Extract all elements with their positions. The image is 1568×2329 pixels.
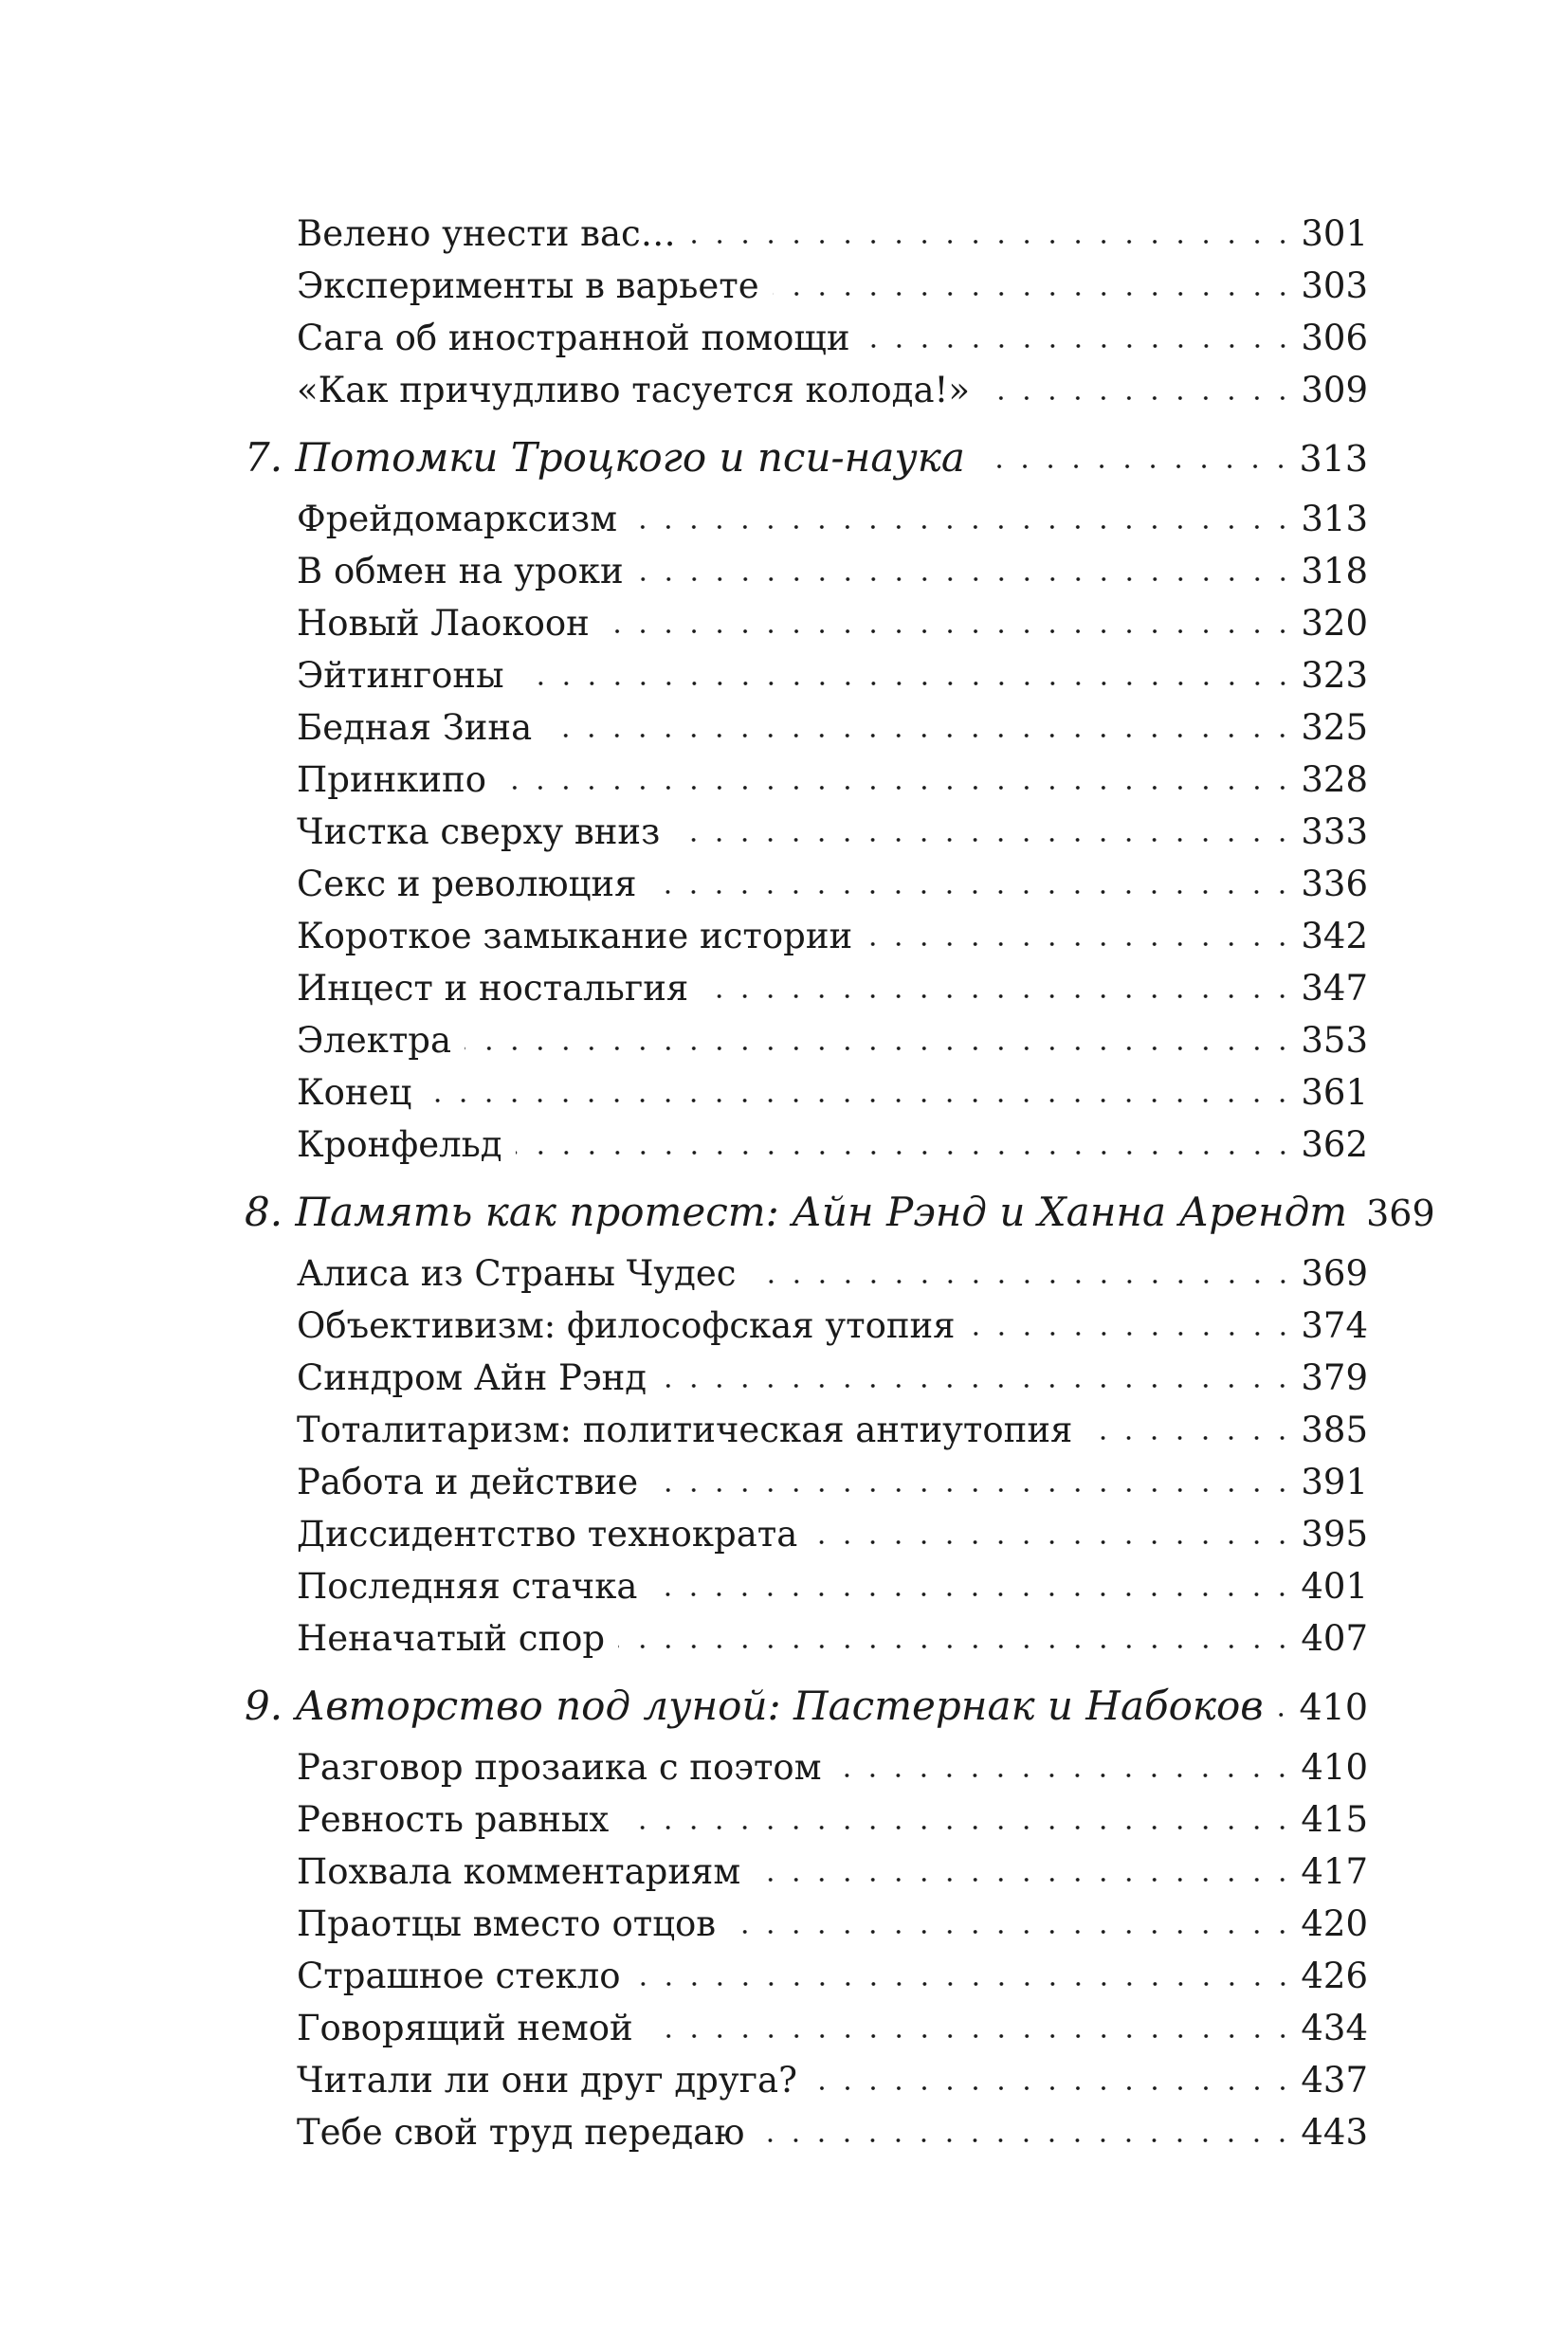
toc-entry-title: Похвала комментариям [297,1851,741,1892]
dot-leader [518,652,1296,687]
toc-chapter-7 [245,431,1368,481]
toc-entry-title: Эксперименты в варьете [297,265,759,306]
dot-leader [754,1848,1295,1883]
toc-entry [297,548,1368,591]
dot-leader [603,600,1296,635]
toc-entry-page: 303 [1301,265,1368,306]
dot-leader [702,965,1295,1000]
dot-leader [773,263,1296,298]
toc-entry-page: 336 [1301,864,1368,904]
dot-leader [1277,1680,1294,1719]
toc-entry-page: 426 [1301,1956,1368,1996]
toc-entry [297,1250,1368,1294]
toc-entry [297,2109,1368,2153]
chapter-title: 9. Авторство под луной: Пастернак и Набоков [245,1683,1264,1729]
toc-entry-page: 362 [1301,1124,1368,1165]
dot-leader [622,1796,1295,1831]
toc-entry [297,809,1368,852]
toc-entry-title: Страшное стекло [297,1956,621,1996]
toc-entry-title: Диссидентство технократа [297,1514,798,1555]
toc-entry [297,861,1368,904]
toc-entry-title: Эйтингоны [297,655,504,696]
dot-leader [630,496,1295,531]
toc-entry [297,1017,1368,1061]
toc-entry-page: 342 [1301,916,1368,956]
toc-entry-title: Фрейдомарксизм [297,499,618,539]
dot-leader [983,367,1295,402]
dot-leader [660,1355,1295,1390]
toc-entry-page: 410 [1301,1747,1368,1788]
toc-entry [297,1901,1368,1944]
toc-entry-title: Велено унести вас… [297,213,676,254]
toc-entry [297,704,1368,748]
toc-entry [297,1744,1368,1788]
toc-entry-page: 325 [1301,707,1368,748]
dot-leader [689,210,1296,246]
toc-entry [297,1953,1368,1996]
toc-entry-page: 385 [1301,1410,1368,1450]
toc-entry-page: 313 [1301,499,1368,539]
toc-entry-title: Последняя стачка [297,1566,638,1607]
dot-leader [673,809,1295,844]
toc-entry-page: 395 [1301,1514,1368,1555]
toc-entry-title: Ревность равных [297,1799,610,1840]
toc-entry [297,600,1368,644]
toc-entry-title: Инцест и ностальгия [297,968,689,1009]
toc-entry-title: Синдром Айн Рэнд [297,1357,647,1398]
dot-leader [1085,1407,1295,1442]
toc-entry-page: 401 [1301,1566,1368,1607]
toc-entry [297,2005,1368,2048]
toc-entry [297,1121,1368,1165]
toc-entry-page: 420 [1301,1903,1368,1944]
toc-entry-title: Тебе свой труд передаю [297,2112,745,2153]
toc-entry-page: 369 [1301,1253,1368,1294]
toc-entry-title: Работа и действие [297,1462,639,1502]
dot-leader [637,548,1296,583]
toc-entry [297,496,1368,539]
toc-entry-page: 443 [1301,2112,1368,2153]
toc-entry-title: Чистка сверху вниз [297,811,661,852]
toc-entry-title: Алиса из Страны Чудес [297,1253,737,1294]
toc-chapter-9 [245,1680,1368,1729]
dot-leader [465,1017,1295,1052]
toc-entry-page: 434 [1301,2008,1368,2048]
chapter-page: 369 [1366,1192,1435,1234]
toc-entry [297,1355,1368,1398]
toc-entry-page: 361 [1301,1072,1368,1113]
toc-entry-page: 379 [1301,1357,1368,1398]
toc-entry-title: Разговор прозаика с поэтом [297,1747,822,1788]
toc-entry-title: Короткое замыкание истории [297,916,853,956]
dot-leader [811,1511,1295,1546]
dot-leader [516,1121,1296,1156]
toc-entry-page: 318 [1301,551,1368,591]
toc-entry-page: 437 [1301,2060,1368,2101]
dot-leader [969,1302,1296,1337]
dot-leader [864,315,1296,350]
dot-leader [811,2057,1295,2092]
toc-entry [297,1796,1368,1840]
toc-entry-page: 374 [1301,1305,1368,1346]
toc-entry-title: В обмен на уроки [297,551,624,591]
toc-entry-title: Объективизм: философская утопия [297,1305,956,1346]
toc-entry [297,913,1368,956]
dot-leader [618,1615,1295,1650]
dot-leader [651,1459,1295,1494]
toc-entry [297,965,1368,1009]
toc-entry-title: Говорящий немой [297,2008,633,2048]
toc-entry-title: Читали ли они друг друга? [297,2060,797,2101]
toc-entry [297,1511,1368,1555]
dot-leader [545,704,1295,739]
toc-entry-title: Новый Лаокоон [297,603,590,644]
dot-leader [634,1953,1296,1988]
toc-entry [297,1069,1368,1113]
toc-entry-page: 320 [1301,603,1368,644]
toc-entry-title: «Как причудливо тасуется колода!» [297,370,971,410]
toc-entry-title: Неначатый спор [297,1618,606,1659]
toc-entry-page: 347 [1301,968,1368,1009]
toc-entry [297,367,1368,410]
toc-entry [297,1848,1368,1892]
dot-leader [757,2109,1295,2144]
toc-entry-page: 417 [1301,1851,1368,1892]
toc-entry [297,756,1368,800]
toc-entry [297,2057,1368,2101]
toc-entry-page: 353 [1301,1020,1368,1061]
toc-entry-page: 328 [1301,759,1368,800]
toc-entry-title: Кронфельд [297,1124,502,1165]
chapter-page: 313 [1299,438,1368,480]
toc-entry [297,263,1368,306]
toc-entry-page: 333 [1301,811,1368,852]
toc-entry-title: Электра [297,1020,452,1061]
toc-entry [297,210,1368,254]
toc-entry-page: 391 [1301,1462,1368,1502]
toc-entry-title: Конец [297,1072,412,1113]
dot-leader [750,1250,1296,1285]
dot-leader [978,431,1294,471]
toc-entry [297,1459,1368,1502]
toc-entry-page: 407 [1301,1618,1368,1659]
toc-entry-page: 301 [1301,213,1368,254]
dot-leader [647,2005,1296,2040]
toc-entry-page: 309 [1301,370,1368,410]
dot-leader [650,1563,1295,1598]
dot-leader [729,1901,1295,1936]
toc-entry-title: Секс и революция [297,864,637,904]
dot-leader [834,1744,1295,1779]
toc-entry-title: Бедная Зина [297,707,533,748]
dot-leader [425,1069,1295,1104]
toc-entry-title: Тоталитаризм: политическая антиутопия [297,1410,1073,1450]
toc-entry-title: Принкипо [297,759,486,800]
toc-entry [297,1407,1368,1450]
chapter-title: 8. Память как протест: Айн Рэнд и Ханна Арендт [245,1189,1348,1235]
dot-leader [649,861,1295,896]
toc-entry [297,1615,1368,1659]
dot-leader [500,756,1295,791]
dot-leader [866,913,1295,948]
toc-entry-page: 323 [1301,655,1368,696]
toc-entry-page: 415 [1301,1799,1368,1840]
chapter-page: 410 [1299,1686,1368,1728]
toc-entry-title: Праотцы вместо отцов [297,1903,717,1944]
toc-entry [297,315,1368,358]
toc-entry-page: 306 [1301,318,1368,358]
toc-entry [297,1302,1368,1346]
toc-entry-title: Сага об иностранной помощи [297,318,850,358]
toc-chapter-8 [245,1186,1435,1235]
chapter-title: 7. Потомки Троцкого и пси-наука [245,434,965,481]
toc-entry [297,652,1368,696]
toc-entry [297,1563,1368,1607]
